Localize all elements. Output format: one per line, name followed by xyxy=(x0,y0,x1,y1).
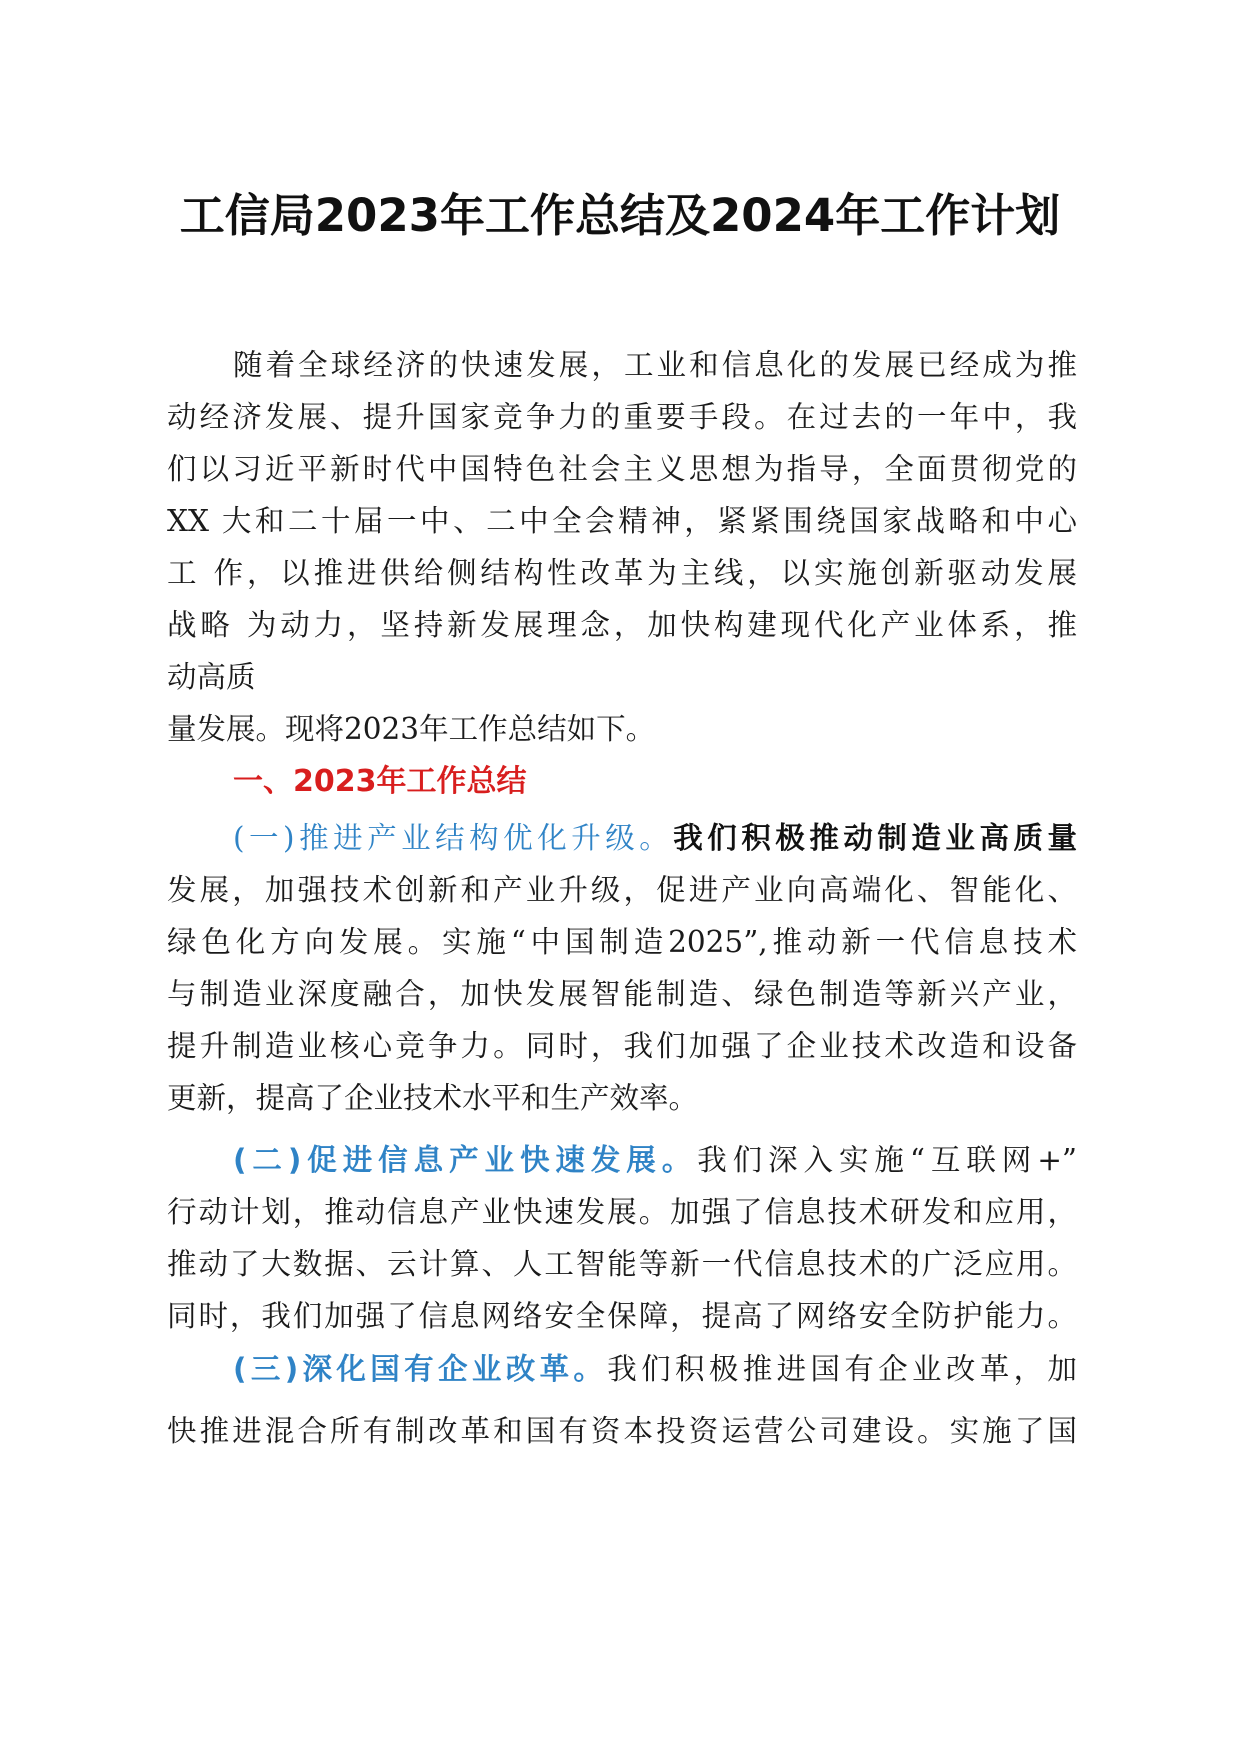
subsection-3-first-line xyxy=(233,1343,1077,1395)
intro-line-2: 动经济发展、提升国家竞争力的重要手段。在过去的一年中，我 xyxy=(167,400,1077,434)
intro-line-1: 随着全球经济的快速发展，工业和信息化的发展已经成为推 xyxy=(233,348,1077,382)
subsection-2-lead: 我们深入实施“互联网+” xyxy=(697,1143,1078,1177)
section-heading: 一、2023年工作总结 xyxy=(233,764,527,799)
subsection-1-line-6: 更新，提高了企业技术水平和生产效率。 xyxy=(167,1081,699,1115)
intro-line-3: 们以习近平新时代中国特色社会主义思想为指导，全面贯彻党的 xyxy=(167,452,1077,486)
subsection-2-line-3: 推动了大数据、云计算、人工智能等新一代信息技术的广泛应用。 xyxy=(167,1247,1077,1281)
subsection-2-heading: (二)促进信息产业快速发展。 xyxy=(233,1143,698,1177)
subsection-1-line-5: 提升制造业核心竞争力。同时，我们加强了企业技术改造和设备 xyxy=(167,1029,1077,1063)
subsection-2-line-2: 行动计划，推动信息产业快速发展。加强了信息技术研发和应用， xyxy=(167,1195,1077,1229)
subsection-3-lead: 我们积极推进国有企业改革，加 xyxy=(607,1352,1077,1386)
subsection-2-first-line xyxy=(233,1134,1077,1186)
subsection-3-heading: (三)深化国有企业改革。 xyxy=(233,1352,608,1386)
intro-line-7: 动高质 xyxy=(167,660,256,694)
subsection-1-line-3: 绿色化方向发展。实施“中国制造2025”,推动新一代信息技术 xyxy=(167,925,1077,959)
subsection-2-line-4: 同时，我们加强了信息网络安全保障，提高了网络安全防护能力。 xyxy=(167,1299,1077,1333)
intro-line-8: 量发展。现将2023年工作总结如下。 xyxy=(167,712,656,746)
subsection-1-line-2: 发展，加强技术创新和产业升级，促进产业向高端化、智能化、 xyxy=(167,873,1077,907)
subsection-1-first-line xyxy=(233,812,1077,864)
intro-line-6: 战略 为动力，坚持新发展理念，加快构建现代化产业体系，推 xyxy=(167,608,1077,642)
document-title: 工信局2023年工作总结及2024年工作计划 xyxy=(179,189,1061,242)
subsection-1-heading: (一)推进产业结构优化升级。 xyxy=(233,821,674,855)
subsection-1-lead: 我们积极推动制造业高质量 xyxy=(673,821,1077,855)
intro-line-5: 工 作，以推进供给侧结构性改革为主线，以实施创新驱动发展 xyxy=(167,556,1077,590)
subsection-1-line-4: 与制造业深度融合，加快发展智能制造、绿色制造等新兴产业， xyxy=(167,977,1077,1011)
subsection-3-line-2: 快推进混合所有制改革和国有资本投资运营公司建设。实施了国 xyxy=(167,1414,1077,1448)
intro-line-4: XX 大和二十届一中、二中全会精神，紧紧围绕国家战略和中心 xyxy=(167,504,1077,538)
